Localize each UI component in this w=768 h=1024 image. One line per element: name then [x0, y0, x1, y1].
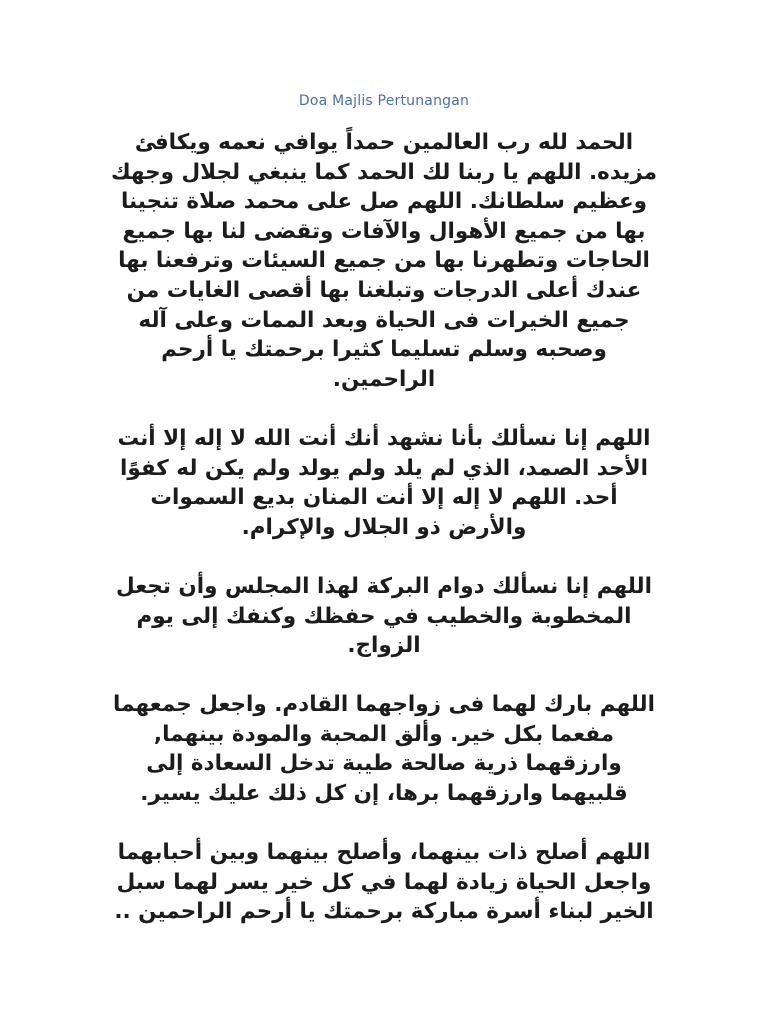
paragraph-closing: اللهم أصلح ذات بينهما، وأصلح بينهما وبين أحبابهما واجعل الحياة زيادة لهما في كل خير يسر لهما سبل الخير لبناء أسرة مباركة برحمتك يا أرحم الراحمين ..	[114, 840, 654, 925]
document-body	[108, 128, 660, 927]
paragraph-tawhid: اللهم إنا نسألك بأنا نشهد أنك أنت الله لا إله إلا أنت الأحد الصمد، الذي لم يلد ولم يولد ولم يكن له كفوًا أحد. اللهم لا إله إلا أنت المنان بديع السموات والأرض ذو الجلال والإكرام.	[117, 425, 651, 540]
paragraph-blessing-marriage: اللهم بارك لهما فى زواجهما القادم. واجعل جمعهما مفعما بكل خير. وألق المحبة والمودة بينهما, وارزقهما ذرية صالحة طيبة تدخل السعادة إلى قلبيهما وارزقهما برها، إن كل ذلك عليك يسير.	[113, 692, 655, 807]
paragraph-blessing-gathering: اللهم إنا نسألك دوام البركة لهذا المجلس وأن تجعل المخطوبة والخطيب في حفظك وكنفك إلى يوم الزواج.	[116, 573, 652, 659]
document-title: Doa Majlis Pertunangan	[298, 93, 470, 109]
paragraph-praise: الحمد لله رب العالمين حمداً يوافي نعمه ويكافئ مزيده. اللهم يا ربنا لك الحمد كما ينبغي لجلال وجهك وعظيم سلطانك. اللهم صل على محمد صلاة تنجينا بها من جميع الأهوال والآفات وتقضى لنا بها جميع الحاجات وتطهرنا بها من جميع السيئات وترفعنا بها عندك أعلى الدرجات وتبلغنا بها أقصى الغايات من جميع الخيرات فى الحياة وبعد الممات وعلى آله وصحبه وسلم تسليما كثيرا برحمتك يا أرحم الراحمين.	[110, 130, 658, 392]
